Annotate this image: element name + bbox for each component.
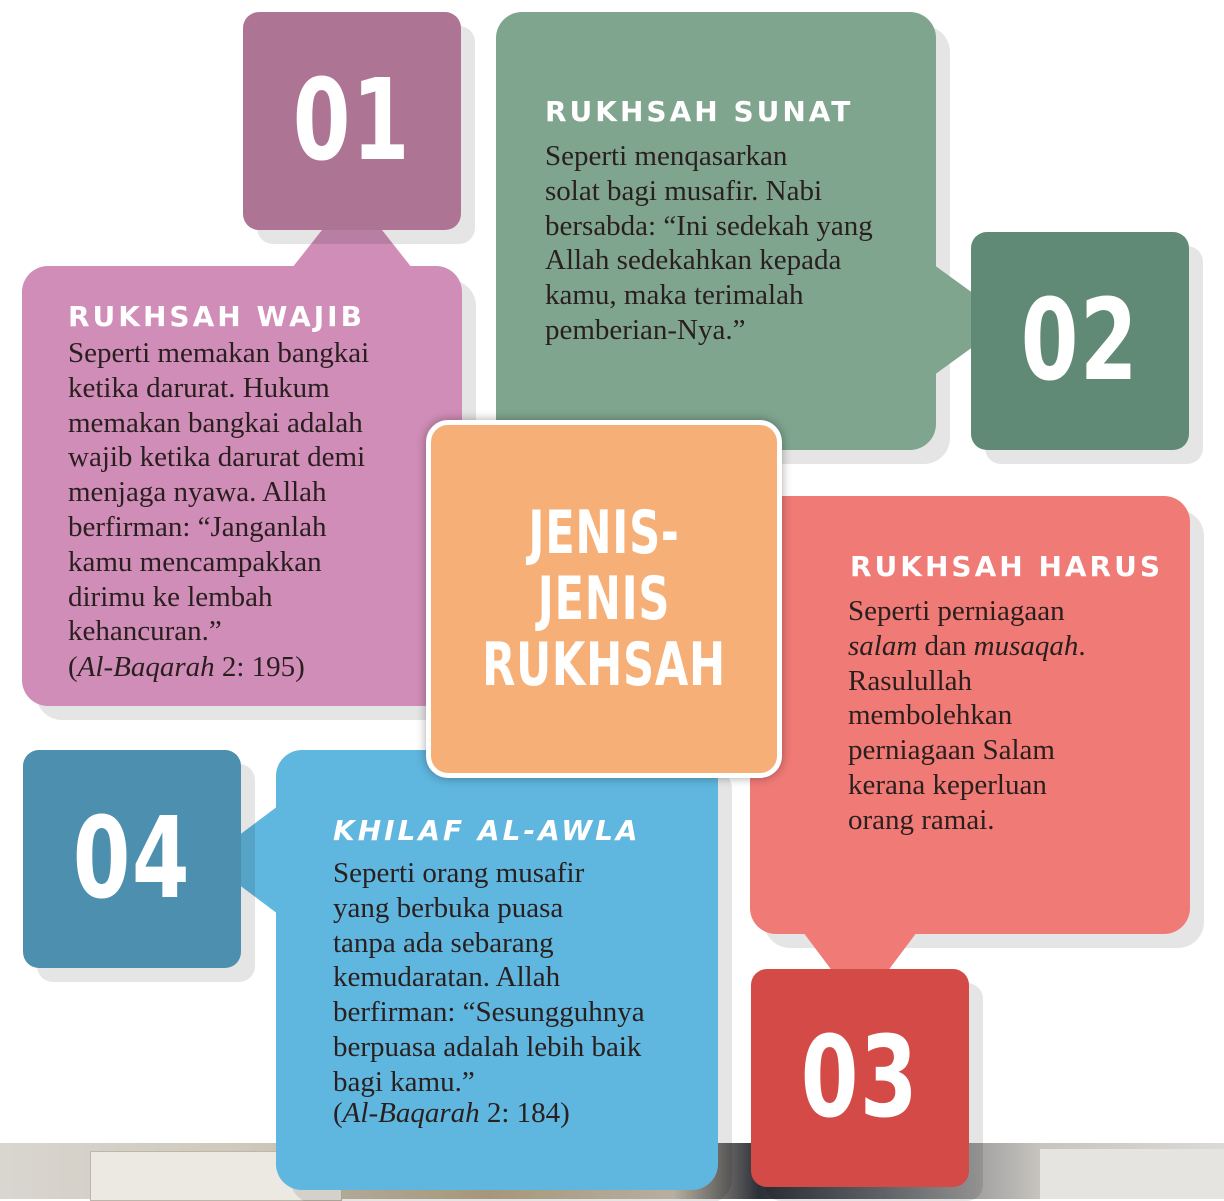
number-02-badge — [971, 232, 1189, 450]
number-02: 02 — [1020, 276, 1140, 406]
rukhsah-wajib-text: Seperti memakan bangkai ketika darurat. Hukum memakan bangkai adalah wajib ketika darurat demi menjaga nyawa. Allah berfirman: “Janganlah kamu mencampakkan dirimu ke lembah kehancuran.” — [68, 337, 370, 648]
rukhsah-wajib-reference: (Al-Baqarah 2: 195) — [68, 651, 305, 683]
khilaf-al-awla-heading: KHILAF AL-AWLA — [333, 814, 641, 847]
rukhsah-sunat-heading: RUKHSAH SUNAT — [545, 95, 854, 128]
number-01: 01 — [292, 56, 412, 186]
rukhsah-harus-text: Seperti perniagaan salam dan musaqah. Rasulullah membolehkan perniagaan Salam kerana keperluan orang ramai. — [848, 595, 1086, 836]
number-04-badge — [23, 750, 241, 968]
center-title — [479, 500, 728, 698]
rukhsah-sunat-text: Seperti menqasarkan solat bagi musafir. Nabi bersabda: “Ini sedekah yang Allah sedekahkan kepada kamu, maka terimalah pemberian-Nya.” — [545, 140, 873, 346]
number-03-badge — [751, 969, 969, 1187]
center-title-line-1: JENIS-JENIS — [528, 498, 680, 634]
center-title-line-2: RUKHSAH — [482, 630, 726, 700]
center-title-box — [426, 420, 782, 778]
khilaf-al-awla-text: Seperti orang musafir yang berbuka puasa tanpa ada sebarang kemudaratan. Allah berfirman: “Sesungguhnya berpuasa adalah lebih baik bagi kamu.” — [333, 857, 645, 1098]
photo-poster — [1040, 1149, 1224, 1199]
number-03: 03 — [800, 1013, 920, 1143]
khilaf-al-awla-reference: (Al-Baqarah 2: 184) — [333, 1097, 570, 1129]
rukhsah-wajib-heading: RUKHSAH WAJIB — [68, 300, 365, 333]
rukhsah-harus-heading: RUKHSAH HARUS — [850, 550, 1164, 583]
number-04: 04 — [72, 794, 192, 924]
number-01-badge — [243, 12, 461, 230]
